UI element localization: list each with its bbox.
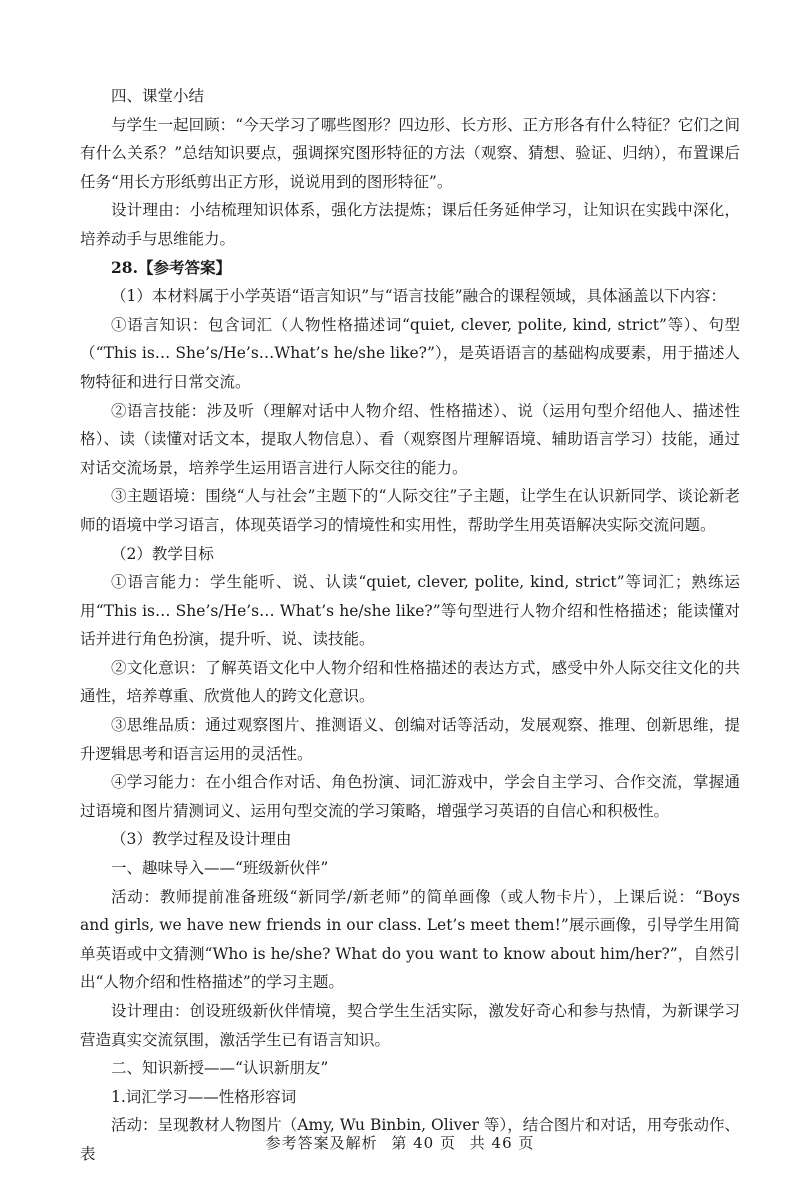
paragraph: ③思维品质：通过观察图片、推测语义、创编对话等活动，发展观察、推理、创新思维，提升逻辑思考和语言运用的灵活性。 bbox=[80, 716, 740, 763]
section-heading: 一、趣味导入——“班级新伙伴” bbox=[111, 859, 329, 878]
answer-heading: 28.【参考答案】 bbox=[111, 257, 231, 277]
paragraph: 设计理由：创设班级新伙伴情境，契合学生生活实际，激发好奇心和参与热情，为新课学习营造真实交流氛围，激活学生已有语言知识。 bbox=[80, 1002, 740, 1049]
paragraph: ①语言能力：学生能听、说、认读“quiet, clever, polite, kind, strict”等词汇；熟练运用“This is… She’s/He’s… What’s he/she like?”等句型进行人物介绍和性格描述；能读懂对话并进行角色扮演，提升听、说、读技能。 bbox=[80, 573, 740, 649]
section-heading: （3）教学过程及设计理由 bbox=[111, 830, 292, 849]
footer-page-number: 第 40 页 bbox=[391, 1134, 456, 1152]
paragraph: ①语言知识：包含词汇（人物性格描述词“quiet, clever, polite, kind, strict”等）、句型（“This is… She’s/He’s…What’s he/she like?”），是英语语言的基础构成要素，用于描述人物特征和进行日常交流。 bbox=[80, 315, 740, 391]
footer-total-pages: 共 46 页 bbox=[469, 1134, 535, 1152]
paragraph: （1）本材料属于小学英语“语言知识”与“语言技能”融合的课程领域，具体涵盖以下内容： bbox=[111, 287, 727, 306]
paragraph: ③主题语境：围绕“人与社会”主题下的“人际交往”子主题，让学生在认识新同学、谈论新老师的语境中学习语言，体现英语学习的情境性和实用性，帮助学生用英语解决实际交流问题。 bbox=[80, 487, 740, 534]
section-heading: 1.词汇学习——性格形容词 bbox=[111, 1087, 297, 1106]
paragraph: ②文化意识：了解英语文化中人物介绍和性格描述的表达方式，感受中外人际交往文化的共通性，培养尊重、欣赏他人的跨文化意识。 bbox=[80, 658, 740, 706]
document-body bbox=[80, 82, 740, 1169]
paragraph: 设计理由：小结梳理知识体系，强化方法提炼；课后任务延伸学习，让知识在实践中深化，培养动手与思维能力。 bbox=[80, 201, 740, 248]
footer-title: 参考答案及解析 bbox=[265, 1134, 378, 1152]
paragraph: 活动：教师提前准备班级“新同学/新老师”的简单画像（或人物卡片），上课后说：“Boys and girls, we have new friends in our class. Let’s meet them!”展示画像，引导学生用简单英语或中文猜测“Who is he/she? What do you want to know about him/her?”，自然引出“人物介绍和性格描述”的学习主题。 bbox=[80, 887, 740, 992]
paragraph: ④学习能力：在小组合作对话、角色扮演、词汇游戏中，学会自主学习、合作交流，掌握通过语境和图片猜测词义、运用句型交流的学习策略，增强学习英语的自信心和积极性。 bbox=[80, 773, 740, 820]
section-heading: （2）教学目标 bbox=[111, 544, 214, 563]
paragraph: 活动：呈现教材人物图片（Amy, Wu Binbin, Oliver 等），结合图片和对话，用夸张动作、表 bbox=[80, 1116, 740, 1163]
section-heading: 四、课堂小结 bbox=[111, 87, 205, 105]
paragraph: 与学生一起回顾：“今天学习了哪些图形？四边形、长方形、正方形各有什么特征？它们之间有什么关系？”总结知识要点，强调探究图形特征的方法（观察、猜想、验证、归纳），布置课后任务“用长方形纸剪出正方形，说说用到的图形特征”。 bbox=[80, 115, 740, 191]
section-heading: 二、知识新授——“认识新朋友” bbox=[111, 1059, 329, 1078]
paragraph: ②语言技能：涉及听（理解对话中人物介绍、性格描述）、说（运用句型介绍他人、描述性格）、读（读懂对话文本，提取人物信息）、看（观察图片理解语境、辅助语言学习）技能，通过对话交流场景，培养学生运用语言进行人际交往的能力。 bbox=[80, 401, 740, 477]
page-footer bbox=[0, 1132, 800, 1153]
